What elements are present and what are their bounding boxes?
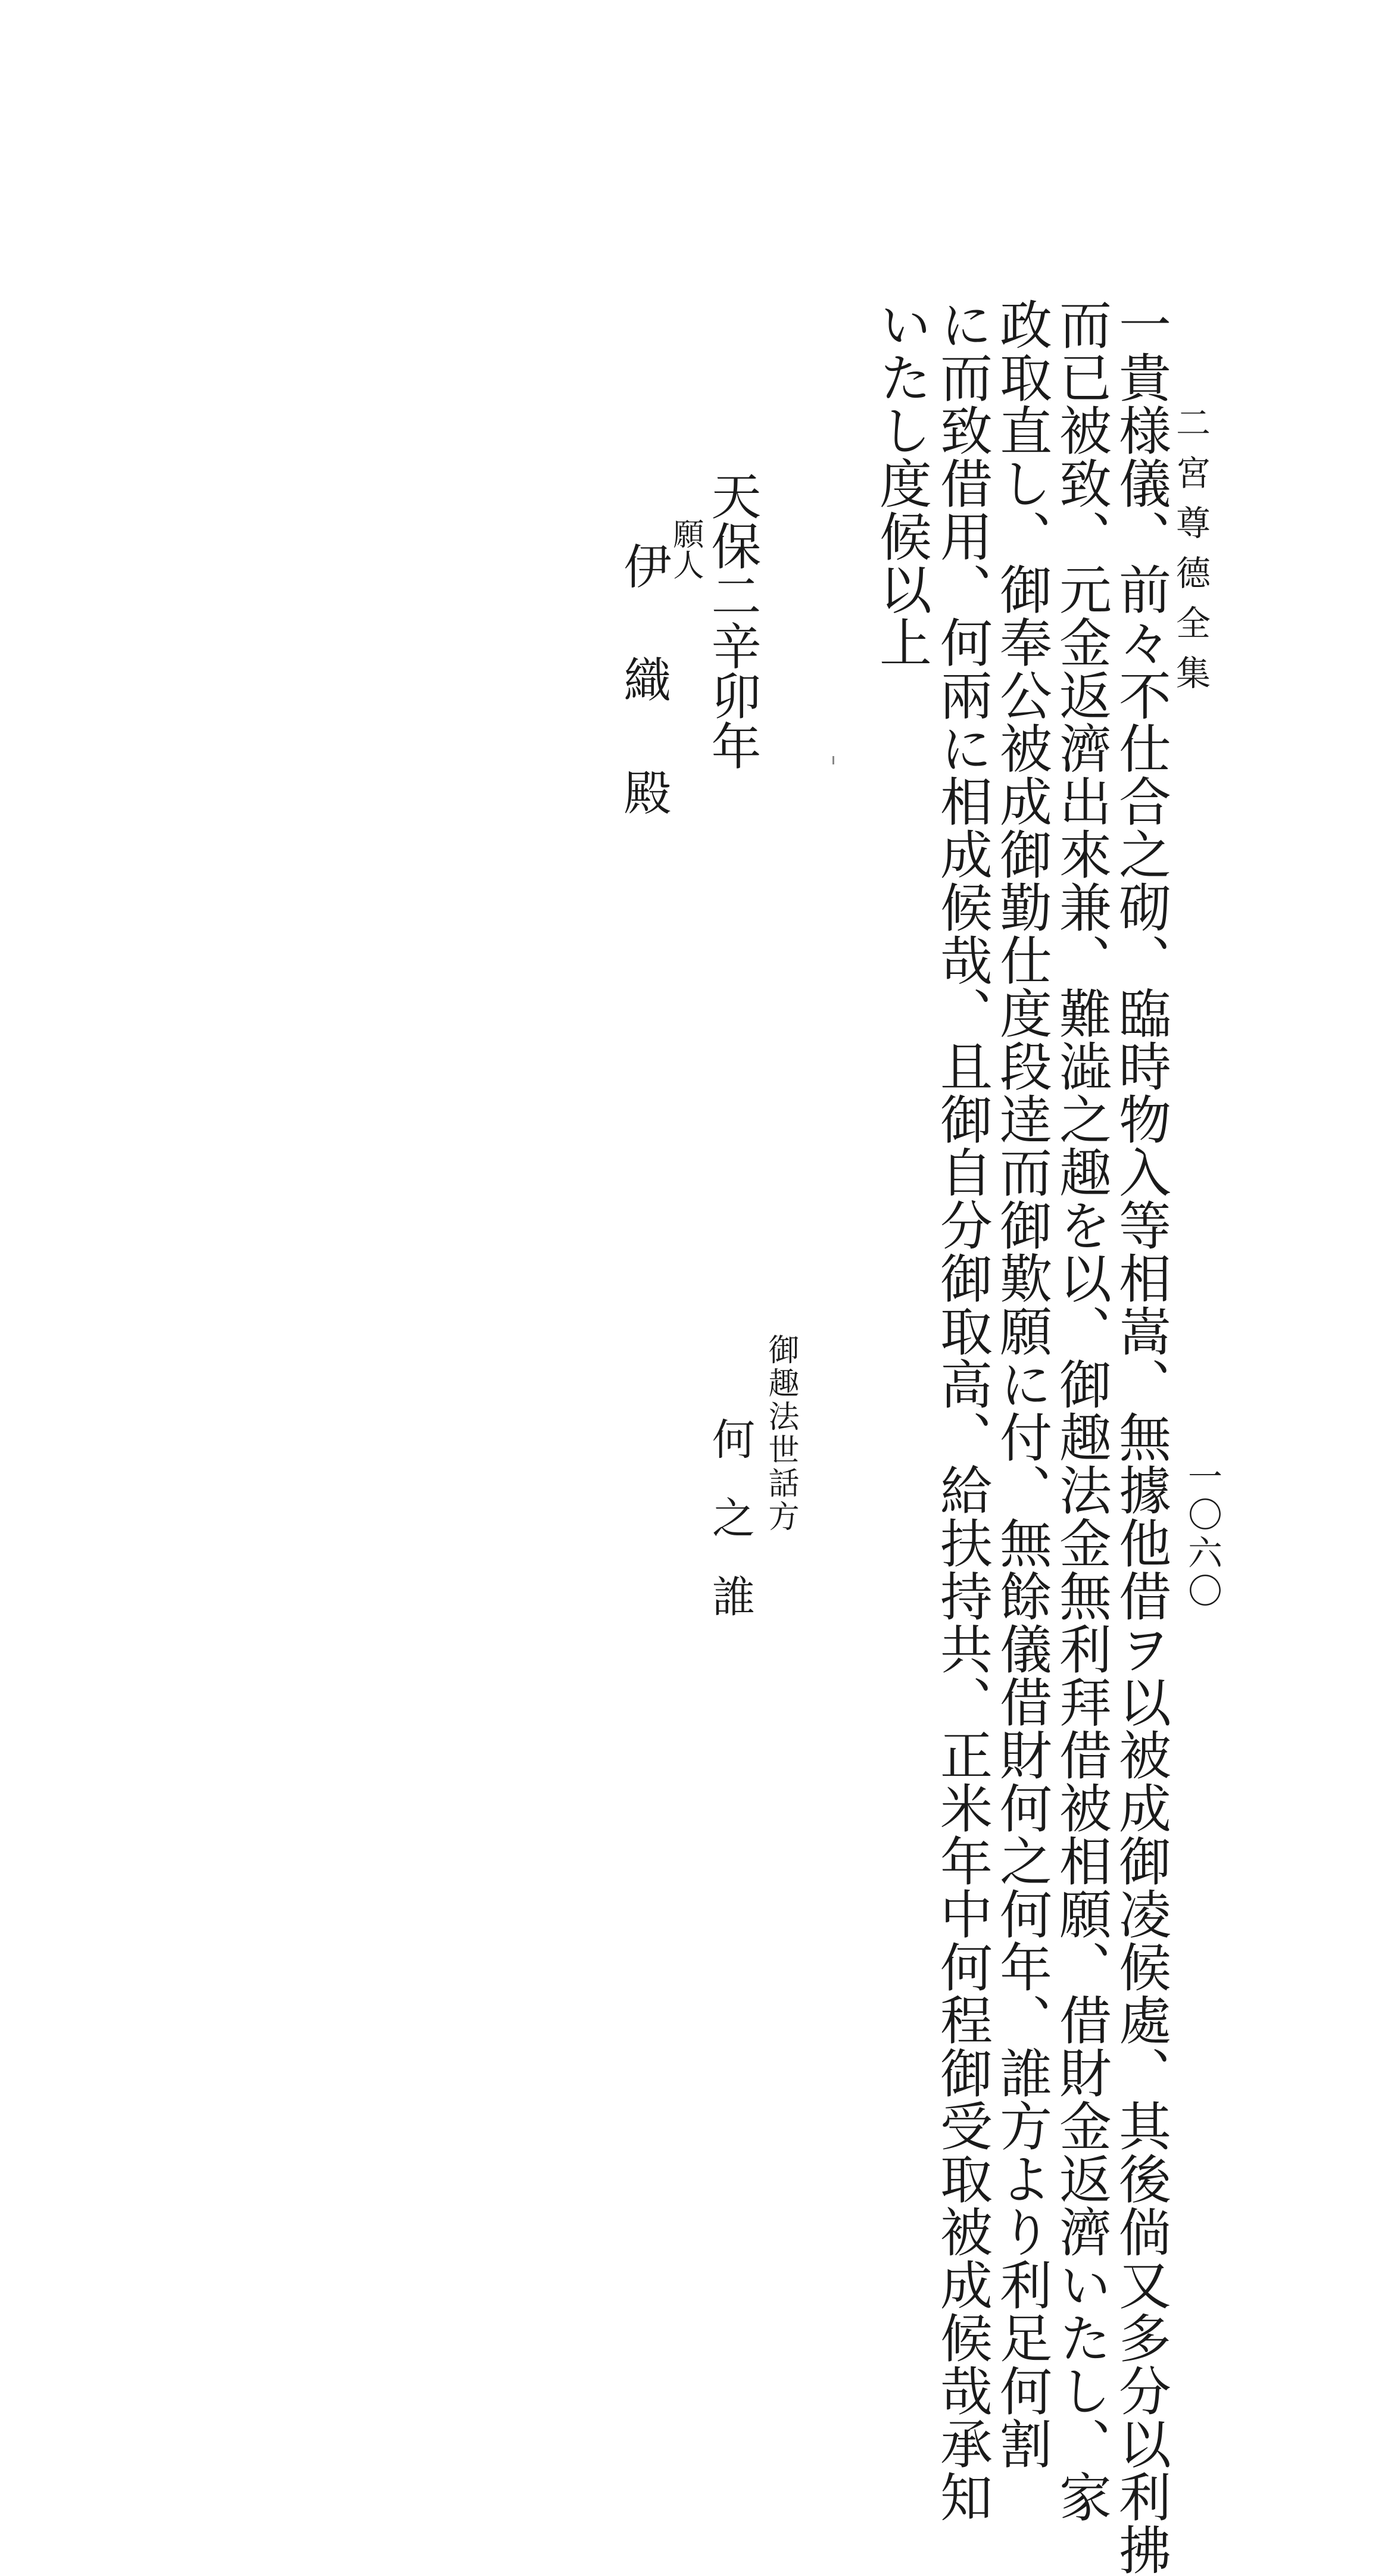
petitioner-name: 伊織殿 <box>616 542 671 881</box>
body-line-5: いたし度候以上 <box>871 298 932 669</box>
page-number: 一〇六〇 <box>1182 1459 1222 1611</box>
running-title: 二宮尊德全集 <box>1170 405 1211 705</box>
print-speck <box>832 756 834 764</box>
petitioner-label: 願人 <box>668 518 703 580</box>
date-line: 天保二辛卯年 <box>703 470 762 770</box>
body-line-1: 一貴様儀、前々不仕合之砌、臨時物入等相嵩、無據他借ヲ以被成御凌候處、其後倘又多分以利拂 <box>1111 298 1172 2576</box>
body-line-4: に而致借用、何兩に相成候哉、且御自分御取高、給扶持共、正米年中何程御受取被成候哉承知 <box>932 298 993 2523</box>
official-name: 何之誰 <box>705 1417 755 1653</box>
body-line-2: 而已被致、元金返濟出來兼、難澁之趣を以、御趣法金無利拜借被相願、借財金返濟いたし、家 <box>1051 298 1112 2523</box>
office-name: 御趣法世話方 <box>763 1334 799 1534</box>
body-line-3: 政取直し、御奉公被成御勤仕度段逹而御歎願に付、無餘儀借財何之何年、誰方より利足何割 <box>991 298 1053 2470</box>
